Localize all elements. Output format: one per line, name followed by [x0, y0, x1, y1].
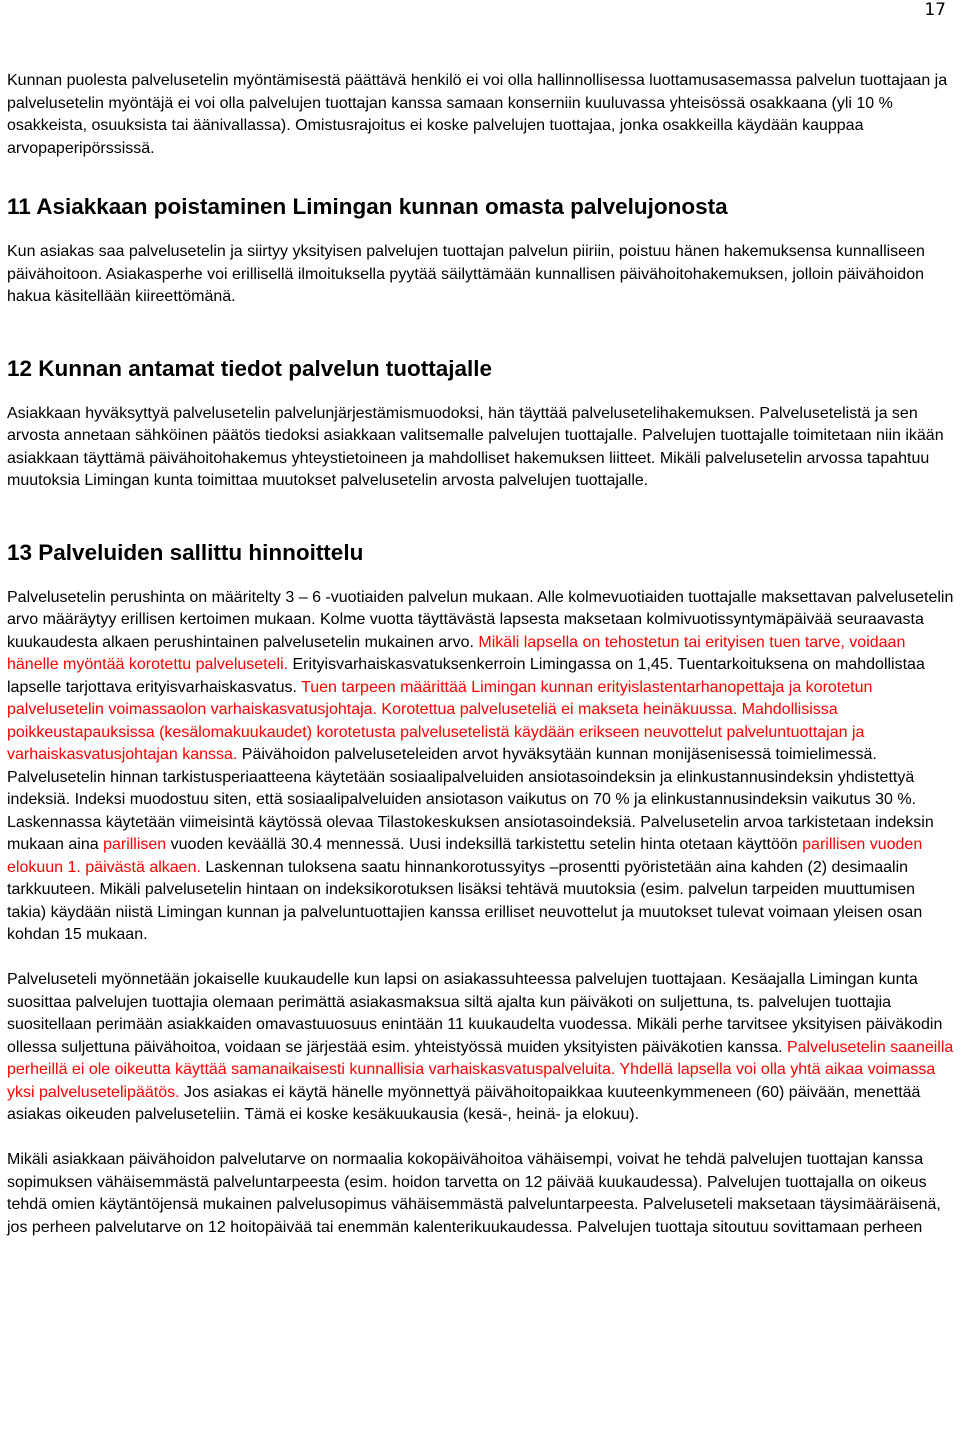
- document-body: [7, 70, 957, 1239]
- text-run: Erityisvarhaiskasvatuksenkerroin Limingassa on 1,45. Tuentarkoituksena on mahdollistaa lapselle tarjottava erityisvarhaiskasvatus.: [7, 656, 925, 696]
- section-12-paragraph: Asiakkaan hyväksyttyä palvelusetelin palvelunjärjestämismuodoksi, hän täyttää palvelusetelihakemuksen. Palvelusetelistä ja sen arvosta annetaan sähköinen päätös tiedoksi asiakkaan valitsemalle palvelujen tuottajalle. Palvelujen tuottajalle toimitetaan niin ikään asiakkaan täyttämä päivähoitohakemus yhteystietoineen ja mahdolliset hakemuksen liitteet. Mikäli palvelusetelin arvossa tapahtuu muutoksia Limingan kunta toimittaa muutokset palvelusetelin arvosta palvelujen tuottajalle.: [7, 404, 944, 489]
- section-12-heading: 12 Kunnan antamat tiedot palvelun tuottajalle: [7, 355, 493, 381]
- section-13-heading: 13 Palveluiden sallittu hinnoittelu: [7, 539, 364, 565]
- text-run: vuoden keväällä 30.4 mennessä. Uusi indeksillä tarkistettu setelin hinta otetaan käyttöön: [166, 836, 803, 853]
- highlighted-text: parillisen vuoden elokuun 1. päivästä alkaen.: [7, 836, 923, 876]
- page-number: 17: [924, 0, 946, 20]
- section-13-paragraph-2: [7, 969, 957, 1127]
- intro-paragraph: Kunnan puolesta palvelusetelin myöntämisestä päättävä henkilö ei voi olla hallinnollisessa luottamusasemassa palvelun tuottajaan ja palvelusetelin myöntäjä ei voi olla palvelujen tuottajan kanssa samaan konserniin kuuluvassa yhteisössä osakkaana (yli 10 % osakkeista, osuuksista tai äänivallassa). Omistusrajoitus ei koske palvelujen tuottajaa, jonka osakkeilla käydään kauppaa arvopaperipörssissä.: [7, 72, 948, 157]
- section-13-paragraph-3: Mikäli asiakkaan päivähoidon palvelutarve on normaalia kokopäivähoitoa vähäisempi, voivat he tehdä palvelujen tuottajan kanssa sopimuksen vähäisemmästä palveluntarpeesta (esim. hoidon tarvetta on 12 päivää kuukaudessa). Palvelujen tuottajalla on oikeus tehdä omien käytäntöjensä mukainen palvelusopimus vähäisemmästä palveluntarpeesta. Palveluseteli maksetaan täysimääräisenä, jos perheen palvelutarve on 12 hoitopäivää tai enemmän kalenterikuukaudessa. Palvelujen tuottaja sitoutuu sovittamaan perheen: [7, 1151, 941, 1236]
- highlighted-text: Mikäli lapsella on tehostetun tai erityisen tuen tarve, voidaan hänelle myöntää korotettu palveluseteli.: [7, 633, 906, 673]
- highlighted-text: Tuen tarpeen määrittää Limingan kunnan erityislastentarhanopettaja ja korotetun palvelusetelin voimassaolon varhaiskasvatusjohtaja. Korotettua palveluseteliä ei makseta heinäkuussa. Mahdollisissa poikkeustapauksissa (kesälomakuukaudet) korotetusta palvelusetelistä käydään erikseen neuvottelut palveluntuottajan ja varhaiskasvatusjohtajan kanssa.: [7, 678, 873, 763]
- section-11: [7, 193, 957, 309]
- section-13: [7, 539, 957, 1240]
- text-run: Jos asiakas ei käytä hänelle myönnettyä päivähoitopaikkaa kuuteenkymmeneen (60) päivään, menettää asiakas oikeuden palveluseteliin. Tämä ei koske kesäkuukausia (kesä-, heinä- ja elokuu).: [7, 1083, 921, 1123]
- text-run: Laskennan tuloksena saatu hinnankorotussyitys –prosentti pyöristetään aina kahden (2) desimaalin tarkkuuteen. Mikäli palvelusetelin hintaan on indeksikorotuksen lisäksi tehtävä muutoksia (esim. palvelun tarpeiden muuttumisen takia) käydään niistä Limingan kunnan ja palveluntuottajien kanssa erilliset neuvottelut ja muutokset tulevat voimaan yleisen osan kohdan 15 mukaan.: [7, 858, 923, 943]
- section-11-paragraph: Kun asiakas saa palvelusetelin ja siirtyy yksityisen palvelujen tuottajan palvelun piiriin, poistuu hänen hakemuksensa kunnalliseen päivähoitoon. Asiakasperhe voi erillisellä ilmoituksella pyytää säilyttämään kunnallisen päivähoitohakemuksen, jolloin päivähoidon hakua käsitellään kiireettömänä.: [7, 243, 925, 305]
- highlighted-text: parillisen: [103, 836, 167, 853]
- text-run: Palvelusetelin perushinta on määritelty 3 – 6 -vuotiaiden palvelun mukaan. Alle kolmevuotiaiden tuottajalle maksettavan palvelusetelin arvo määräytyy erillisen kertoimen mukaan. Kolme vuotta täyttävästä lapsesta maksetaan kolmivuotissyntymäpäivää seuraavasta kuukaudesta alkaen perushintainen palvelusetelin mukainen arvo.: [7, 588, 954, 651]
- highlighted-text: Palvelusetelin saaneilla perheillä ei ole oikeutta käyttää samanaikaisesti kunnallisia varhaiskasvatuspalveluita. Yhdellä lapsella voi olla yhtä aikaa voimassa yksi palvelusetelipäätös.: [7, 1038, 954, 1101]
- section-12: [7, 355, 957, 493]
- section-11-heading: 11 Asiakkaan poistaminen Limingan kunnan omasta palvelujonosta: [7, 194, 728, 219]
- section-13-paragraph-1: [7, 587, 957, 947]
- text-run: Päivähoidon palveluseteleiden arvot hyväksytään kunnan monijäsenisessä toimielimessä. Palvelusetelin hinnan tarkistusperiaatteena käytetään sosiaalipalveluiden ansiotasoindeksin ja elinkustannusindeksin yhdistettyä indeksiä. Indeksi muodostuu siten, että sosiaalipalveluiden ansiotason vaikutus on 70 % ja elinkustannusindeksin vaikutus 30 %. Laskennassa käytetään viimeisintä käytössä olevaa Tilastokeskuksen ansiotasoindeksiä. Palvelusetelin arvoa tarkistetaan indeksin mukaan aina: [7, 746, 934, 853]
- text-run: Palveluseteli myönnetään jokaiselle kuukaudelle kun lapsi on asiakassuhteessa palvelujen tuottajaan. Kesäajalla Limingan kunta suosittaa palvelujen tuottajia olemaan perimättä asiakasmaksua siltä ajalta kun päiväkoti on suljettuna, ts. palvelujen tuottajia suositellaan perimään asiakkaiden omavastuuosuus enintään 11 kuukaudelta vuodessa. Mikäli perhe tarvitsee yksityisen päiväkodin ollessa suljettuna päivähoitoa, voidaan se järjestää esim. yhteistyössä muiden yksityisten päiväkotien kanssa.: [7, 971, 943, 1056]
